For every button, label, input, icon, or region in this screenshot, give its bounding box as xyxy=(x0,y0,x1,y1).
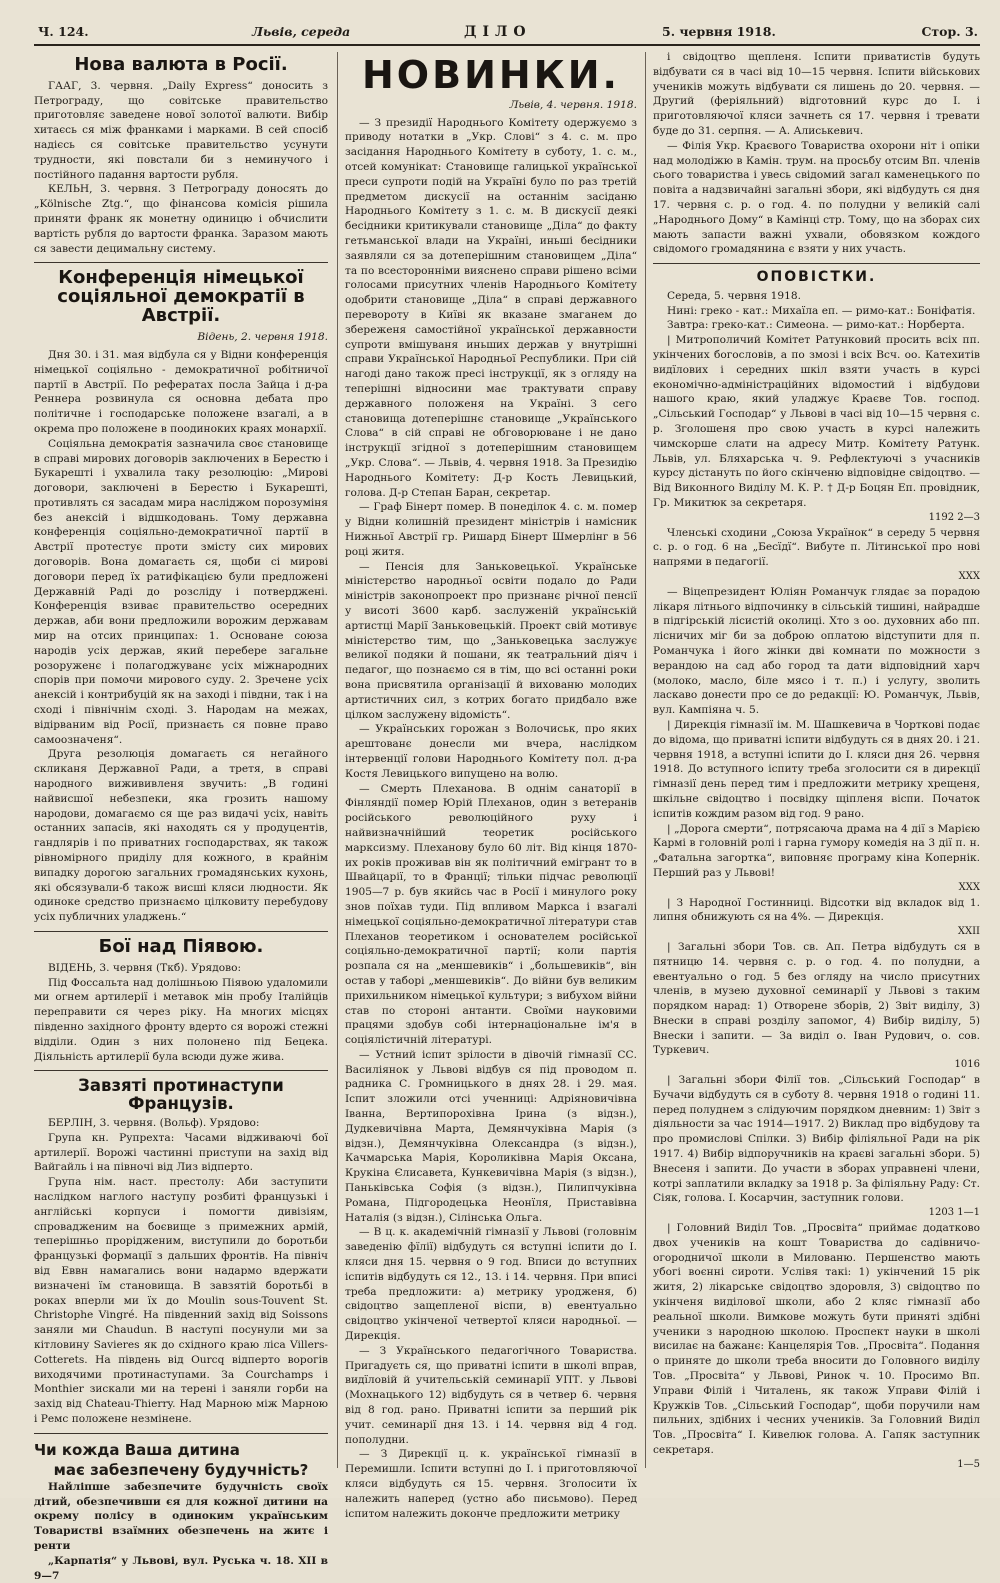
paragraph: ВІДЕНЬ, 3. червня (Ткб). Урядово: xyxy=(48,961,242,974)
paragraph: ГААГ, 3. червня. „Daily Express“ доносить з Петрограду, що совітське правительство приготовляє заведене нової золотої валюти. Вибір хитаєсь ся між франками і марками. В сей спосіб надієсь ся совітське правительство усунути трудности, які повстали би з неминучого і постійного падання вартости рубля. xyxy=(34,79,328,181)
paragraph: — Граф Бінерт помер. В понеділок 4. с. м. помер у Відни колишній президент міністрів і намісник Нижньої Австрії гр. Ришард Бінерт Шмерлінг в 56 році житя. xyxy=(345,501,637,558)
feast-days: Нині: греко - кат.: Михаїла еп. — римо-кат.: Боніфатія. xyxy=(667,304,976,317)
divider xyxy=(34,1070,328,1071)
section-title: ОПОВІСТКИ. xyxy=(756,269,877,286)
article-title: Завзяті протинаступи Французів. xyxy=(78,1076,284,1113)
feast-days: Завтра: греко-кат.: Симеона. — римо-кат.: Норберта. xyxy=(667,319,965,332)
ad-company: „Карпатія“ у Львові, вул. Руська ч. 18. XII в 9—7 xyxy=(34,1554,328,1582)
ad-text: Найліпше забезпечите будучність своїх дітий, обезпечивши єя для кожної дитини на окрему полісу в одиноким українським Товаристві взаїмних обезпечень на житє і ренти xyxy=(34,1480,328,1553)
announcement: Членські сходини „Союза Українок“ в середу 5 червня с. р. о год. 6 на „Бесїдї“. Вибуте п. Літинської про нові напрями в педагогії. xyxy=(653,526,980,569)
dateline: Відень, 2. червня 1918. xyxy=(197,331,328,344)
paragraph: Група кн. Рупрехта: Часами відживаючі бої артилерії. Ворожі частинні приступи на захід від Вайгайль і на півночі від Лиз відперто. xyxy=(34,1131,328,1174)
paragraph: — В ц. к. академічній гімназії у Львові (головнім заведенію фїлії) відбудуть ся вступні іспити до I. кляси дня 15. червня о 9 год. Вписи до вступних іспитів відбудуть ся 12., 13. і 14. червня. При вписі треба предложити: а) метрику уродженя, б) свідоцтво защепленої віспи, в) евентуально свідоцтво укінченої четвертої кляси народньої. — Дирекція. xyxy=(345,1226,637,1343)
ad-headline: Чи кожда Ваша дитина xyxy=(34,1440,240,1459)
announcement-date: Середа, 5. червня 1918. xyxy=(667,289,801,302)
paragraph: Дня 30. і 31. мая відбула ся у Відни конференція німецької соціяльно - демократичної робітничої партії в Австрії. По рефератах посла Зайца і д-ра Реннера розвинула ся основна дебата про політичне і господарське положене взагалі, а в окрема про положене в поодиноких краях монархії. xyxy=(34,348,328,435)
ad-code: XXX xyxy=(958,881,980,893)
ad-code: 1016 xyxy=(954,1059,980,1071)
divider xyxy=(653,263,980,264)
paragraph: Соціяльна демократія зазначила своє становище в справі мирових договорів заключених в Берестю і Букарешті і ухвалила таку резолюцію: „Мирові договори, заключені в Берестю і Букарешті, противлять ся засадам мира насліджом порозуміня без анексій і відшкодовань. Тому державна конференція соціяльно-демократичної партії в Австрії протестує проти змісту сих мирових договорів. Вона домагаєть ся, щоби сі мирові договори перед їх ратифікацією були предложені Державній Раді до розсліду і потверджені. Конференція взиває правительство осередних держав, аби вони предложили ворожим державам мир на отсих принципах: 1. Основане союза народів усіх держав, який перебере загальне розоруженє і полагоджуванє усіх міжнародних спорів при помочи мирового суду. 2. Зречене усіх анексій і контрибуцій як на заході і півдни, так і на сході і північнім сході. 3. Народам на межах, відірваним від Росії, признаєть ся повне право самоозначеня“. xyxy=(34,437,328,746)
paragraph: Друга резолюція домагаєть ся негайного скликаня Державної Ради, а третя, в справі народного вижививленя звучить: „В годині найвисшої небезпеки, яка грозить нашому народови, домагаємо ся ще раз видачі усіх, навіть останних запасів, які находять ся у продуцентів, гандлярів і по приватних господарствах, як також рівномірного приділу для кожного, в крайнім випадку дорогою загальних громадянських кухонь, які обсязували-б також висші кляси людности. Як одиноке средство признаємо цілковиту перебудову усіх публичних уладжень.“ xyxy=(34,748,328,924)
divider xyxy=(34,931,328,932)
paragraph: Група нім. наст. престолу: Аби заступити наслідком наглого наступу розбиті французькі і англійські корпуси і помогти дивізіям, спровадженим на боєвище з примежних армій, теперішньо прорідженим, виступили до боротьби французькі формації з дальших фронтів. На північ від Еввн намагались вони надармо вдержати визначені їм становища. В завзятій боротьбі в роках вперли ми їх до Moulin sous-Touvent St. Christophe Vingré. На південний захід від Soissons заняли ми Chaudun. В наступі посунули ми за кітловину Savieres як до східного краю ліса Villers-Cotterets. На південь від Ourcq відперто ворогів виходячими протинаступами. За Courchamps і Monthier зискали ми на терені і заняли горби на захід від Chateau-Thierry. Над Марною між Марною і Ремс положене незмінене. xyxy=(34,1176,328,1426)
paragraph: — Пенсія для Заньковецької. Українське міністерство народньої освіти подало до Ради міністрів законопроект про признанє річної пенсії у висоті 3600 карб. заслуженій українській артистці Марії Заньковецькій. Проект свій мотивує міністерство тим, що „Заньковецька заслужує великої подяки й пошани, як театральний діяч і педагог, що познаємо ся в тім, що всі останні роки вона присвятила організації й вихованю молодих артистичних сил, з котрих богато придбало вже цілком заслужену відомість“. xyxy=(345,560,637,721)
page-number: Стор. 3. xyxy=(921,24,978,39)
divider xyxy=(34,1433,328,1434)
column-divider xyxy=(337,52,338,1468)
announcement: | „Дорога смерти“, потрясаюча драма на 4 дії з Марією Кармі в головній ролі і гарна гумору комедія на 3 дії п. н. „Фатальна загортка“, виповняє програму кіна Копернік. Перший раз у Львові! xyxy=(653,822,980,879)
article-title: Нова валюта в Росії. xyxy=(74,54,288,75)
paragraph: БЕРЛІН, 3. червня. (Вольф). Урядово: xyxy=(48,1117,260,1130)
column-divider xyxy=(645,52,646,1468)
column-2 xyxy=(345,50,637,1520)
paragraph: — З Дирекції ц. к. української гімназії в Перемишли. Іспити вступні до I. і приготовляючої кляси відбудуть ся 15. червня. Зголосити їх належить наперед (устно або письмово). Перед іспитом належить доконче предложити метрику xyxy=(345,1448,637,1520)
announcement: | З Народної Гостинниці. Відсотки від вкладок від 1. липня обнижують ся на 4%. — Дирекція. xyxy=(653,896,980,924)
paragraph: — З президії Народнього Комітету одержуємо з приводу нотатки в „Укр. Слові“ з 4. с. м. про засідання Народнього Комітету в суботу, 1. с. м., отсей комунікат: Становище галицької української преси супроти подій на Україні було по раз третій предметом дискусії на останнім засіданю Народнього Комітету з 1. с. м. В дискусії деякі бесідники критикували становище „Діла“ до факту гетьманської влади на Україні, иньші бесідники заявляли ся за дотеперішним становищем „Діла“ та по всесторонніми вияснено справи рішено всіми голосами присутних членів Народнього Комітету одобрити становище „Діла“ в справі державного перевороту в Київі як вказане змаганем до збереженя самостійної української державности супроти вмішуваня иньших держав у внутрішні справи Української Народньої Республики. При сій нагоді дано також пресі інструкції, як з огляду на теперішні відносини має трактувати справу державного положеня на Україні. З сего становища дотеперішнє становище „Українського Слова“ в сій справі не обговорюване і не дано інструкції згідної з дотеперішним становищем „Укр. Слова“. — Львів, 4. червня 1918. За Президію Народнього Комітету: Д-р Кость Левицький, голова. Д-р Степан Баран, секретар. xyxy=(345,116,637,499)
masthead xyxy=(34,22,978,44)
paragraph: Під Фоссальта над долішньою Піявою удаломили ми огнем артилерії і метавок мін пробу Італійців переправити ся через ріку. На многих місцях південно західного фронту вдерто ся ворожі стежні відділи. Один з них полонено під Бецека. Діяльність артилерії була всюди дуже жива. xyxy=(34,976,328,1063)
paragraph: — Філія Укр. Краєвого Товариства охорони ніт і опіки над молодіжю в Камін. трум. на просьбу отсим Вп. членів сього товариства і увесь свідомий загал каменецького по повіта а надзвичайні загальні збори, які відбудуть ся дня 17. червня с. р. о год. 4. по полудни у великій салі „Народнього Дому“ в Камінці стр. Тому, що на зборах сих мають запасти важні ухвали, обовязком кождого свідомого громадянина є взяти у них участь. xyxy=(653,139,980,256)
announcement: | Головний Виділ Тов. „Просвіта“ приймає додатково двох учеників на кошт Товариства до садівничо-огородничої школи в Милованю. Першенство мають убогі воєнні сироти. Услівя такі: 1) укінчений 15 рік житя, 2) лікарське свідоцтво здоровля, 3) свідоцтво по укінченя виділової школи, або 2 кляс гімназії або реальної школи. Вимкове можуть бути приняті здібні ученики з народною школою. Проспект науки в школі висилає на бажанє: Канцелярія Тов. „Просвіта“. Подання о приняте до школи треба вносити до Головного виділу Тов. „Просвіта“ у Львові, Ринок ч. 10. Просимо Вп. Управи Філій і Читалень, як також Управи Філій і Кружків Тов. „Сільський Господар“, щоби поручили нам пильних, здібних і чесних учеників. За Головний Виділ Тов. „Просвіта“ І. Кивелюк голова. А. Гапяк заступник секретаря. xyxy=(653,1222,980,1456)
ad-code: 1203 1—1 xyxy=(928,1207,980,1219)
paragraph: і свідоцтво щепленя. Іспити приватистів будуть відбувати ся в часі від 10—15 червня. Іспити військових учеників можуть відбувати ся лишень до 20. червня. — Другий (феріяльний) відготовний курс до I. і приготовляючої кляси зачнеть ся 17. червня і тревати буде до 31. серпня. — А. Алиськевич. xyxy=(653,51,980,137)
column-1 xyxy=(34,50,328,1582)
announcement: | Дирекція гімназії ім. М. Шашкевича в Чорткові подає до відома, що приватні іспити відбудуть ся в днях 20. і 21. червня 1918, а вступні іспити до I. кляси дня 26. червня 1918. До вступного іспиту треба зголосити ся в дирекції гімназії день перед тим і предложити метрику хрещеня, шкільне свідоцтво і посвідку щіпленя віспи. Початок іспитів кождим разом від год. 9 рано. xyxy=(653,718,980,820)
announcement: | Митрополичий Комітет Ратунковий просить всіх пп. укінчених богословів, а по змозі і всіх Всч. оо. Катехитів видїлових і середних шкіл взяти участь в курсі економічно-адміністраційних відомостий і відбудови нашого краю, який уладжує Краєве Тов. господ. „Сільський Господар“ у Львові в часі від 10—15 червня с. р. Зголошеня про свою участь в курсі належить чимскорше слати на адресу Митр. Комітету Ратунк. Львів, ул. Бляхарська ч. 9. Рефлектуючі з учасників курсу дістануть по його скінченю відповідне свідоцтво. — Від Виконного Виділу М. К. Р. † Д-р Боцян Еп. провідник, Гр. Микитюк за секретаря. xyxy=(653,334,980,509)
section-title: НОВИНКИ. xyxy=(362,53,620,97)
paragraph: — Українських горожан з Волочиськ, про яких арештованє донесли ми вчера, наслідком інтервенції голови Народнього Комітету пол. д-ра Костя Левицького випущено на волю. xyxy=(345,723,637,780)
issue-number: Ч. 124. xyxy=(38,24,89,39)
paragraph: КЕЛЬН, 3. червня. З Петрограду доносять до „Kölnische Ztg.“, що фінансова комісія рішила приняти франк як монетну одиницю і обчислити вартість рубля до вартости франка. Заразом мають ся завести децимальну систему. xyxy=(34,183,328,255)
ad-code: 1—5 xyxy=(957,1458,980,1470)
paragraph: — З Українського педагогічного Товариства. Пригадуєть ся, що приватні іспити в школі вправ, видїловій й учительській семинарії УПТ. у Львові (Мохнацького 12) відбудуть ся в четвер 6. червня від 8 год. рано. Приватні іспити за перший рік учит. семинарії дня 13. і 14. червня від 4 год. пополудни. xyxy=(345,1344,637,1446)
ad-code: 1192 2—3 xyxy=(928,511,980,523)
issue-date: 5. червня 1918. xyxy=(662,24,776,39)
ad-code: XXII xyxy=(957,926,980,938)
paragraph: — Смерть Плеханова. В однім санаторії в Фінляндії помер Юрій Плеханов, один з ветеранів російського революційного руху і найвизначнійший теоретик російського марксизму. Плеханову було 60 літ. Від кінця 1870-их років проживав він як політичний емігрант то в Швайцарії, то в Франції; тільки підчас революції 1905—7 р. був якийсь час в Росії і минулого року знов поїхав туди. Під впливом Маркса і взагалі німецької соціяльно-демократичної літератури став Плеханов теоретиком і основателем російської соціяльно-демократичної партії; коли партія розпала ся на „меншевиків“ і „большевиків“, він остав у таборі „меншевиків“. До війни був великим прихильником німецької культури; з вибухом війни став по стороні антанти. Своїми науковими працями здобув собі інтернаціональне ім'я в соціялістичній літературі. xyxy=(345,782,637,1047)
announcement: — Віцепрезидент Юліян Романчук глядає за порадою лікаря літнього відпочинку в сільській тишині, найрадше в підгірській лісистій околиці. Хто з оо. духовних або пп. лісничих міг би за доброю оплатою відступити для п. Романчука і його жінки дві комнати по можности з верандою на сад або город та дати відповідний харч (молоко, масло, біле мясо і т. п.) і услугу, зволить ласкаво донести про се до редакції: Ю. Романчук, Львів, вул. Кампіяна ч. 5. xyxy=(653,585,980,717)
dateline: Львів, 4. червня. 1918. xyxy=(509,98,637,111)
place-day: Львів, середа xyxy=(252,24,351,39)
announcement: | Загальні збори Тов. св. Ап. Петра відбудуть ся в пятницю 14. червня с. р. о год. 4. по полудни, а евентуально о год. 5 без огляду на число присутних членів, в музею духовної семинарії у Львові з таким порядком нарад: 1) Отворене зборів, 2) Звіт виділу, 3) Внески в справі розділу запомог, 4) Вибір виділу, 5) Внески і запити. — За виділ о. Іван Рудович, о. сов. Туркевич. xyxy=(653,940,980,1057)
divider xyxy=(34,262,328,263)
ad-headline: має забезпечену будучність? xyxy=(53,1460,309,1479)
article-title: Конференція німецької соціяльної демократії в Австрії. xyxy=(57,267,305,327)
ad-code: XXX xyxy=(958,570,980,582)
newspaper-title: ДІЛО xyxy=(464,24,532,40)
advertisement xyxy=(34,1440,328,1583)
header-rule xyxy=(34,44,980,46)
article-title: Бої над Піявою. xyxy=(98,936,264,957)
column-3 xyxy=(653,50,980,1470)
announcement: | Загальні збори Філії тов. „Сільський Господар“ в Бучачи відбудуть ся в суботу 8. червня 1918 о годині 11. перед полуднем з слідуючим порядком дневним: 1) Звіт з діяльности за час 1914—1917. 2) Виклад про відбудову та про промислові Спілки. 3) Вибір філіяльної Ради на рік 1917. 4) Вибір відпоручників на краєві загальні збори. 5) Внесеня і запити. До участи в зборах управнені члени, котрі заплатили вкладку за 1918 р. За філіяльну Раду: Ст. Сіяк, голова. І. Косарчин, заступник голови. xyxy=(653,1074,980,1205)
paragraph: — Устний іспит зрілости в дівочій гімназії СС. Василіянок у Львові відбув ся під проводом п. радника С. Громницького в днях 28. і 29. мая. Іспит зложили отсі ученниці: Адріяновичівна Іванна, Вертипорохівна Ірина (з відзн.), Дудкевичівна Марта, Демянчуківна Марія (з відзн.), Демянчуківна Олександра (з відзн.), Качмарська Марія, Короликівна Марія Оксана, Крукіна Єлисавета, Кункевичівна Марія (з відзн.), Паньківська Софія (з відзн.), Пилипчуківна Романа, Підгородецька Неонїля, Приставівна Наталія (з відзн.), Сілінська Ольга. xyxy=(345,1048,637,1224)
